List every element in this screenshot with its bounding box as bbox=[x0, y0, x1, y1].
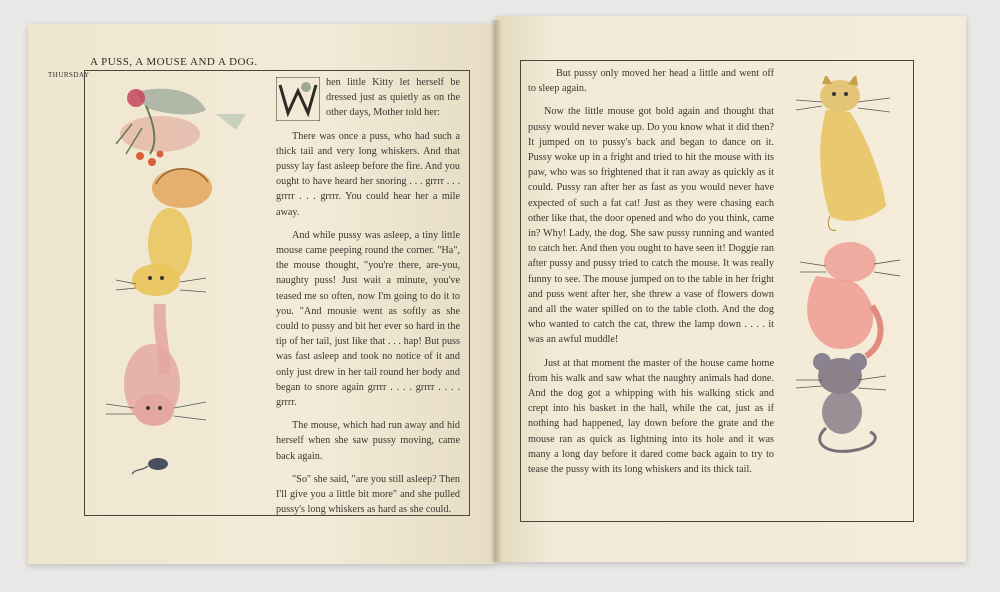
paragraph: And while pussy was asleep, a tiny little mouse came peeping round the corner. "Ha", the mouse thought, "you're there, are-you, naughty puss! Just wait a minute, you've teased me so often, now I'm going to do it to you. "And mousie went as softly as she could to pussy and bit her ever so hard in the tip of her tail, just like that . . . hap! But puss was fast asleep and took no notice of it and only just drew in her tail round her body and began to snore again grrrr . . . . grrrr . . . . grrrr. bbox=[276, 229, 460, 409]
right-illustration-animals bbox=[786, 76, 904, 476]
paragraph: Now the little mouse got bold again and thought that pussy would never wake up. Do you know what it did then? It jumped on to pussy's back and began to dance on it. Pussy woke up in a fright and tried to hit the mouse with its paw, who was so frightened that it ran away as quickly as it could. Pussy ran after her as fast as you would never have expected of such a fat cat! Just as they were chasing each other like that, the door opened and who do you think, came in? Why! Lady, the dog. She saw pussy running and wanted to catch her. And then you ought to have seen it! Doggie ran after pussy and pussy tried to catch the mouse. It was really funny to see. The mouse jumped on to the table in her fright and puss went after her, she threw a vase of flowers down and all the water spilled on to the table cloth. And the dog who wanted to catch the cat, threw the lamp down . . . . it was an awful muddle! bbox=[528, 106, 774, 346]
paragraph: But pussy only moved her head a little and went off to sleep again. bbox=[528, 68, 774, 95]
left-illustration-cats bbox=[96, 84, 256, 484]
paragraph: Just at that moment the master of the house came home from his walk and saw what the naughty animals had done. And the dog got a whipping with his walking stick and crept into his basket in the hall, while the cat, just as if nothing had happened, lay down before the grate and the mouse ran as quick as lightning into its hole and it was many a long day before it dared come back again to try to tease the pussy with its long whiskers and its thick tail. bbox=[528, 357, 774, 476]
day-label: THURSDAY bbox=[48, 71, 90, 79]
paragraph: hen little Kitty let herself be dressed just as quietly as on the other days, Mother told her: bbox=[326, 77, 460, 119]
right-page-text bbox=[528, 66, 774, 477]
paragraph: There was once a puss, who had such a thick tail and very long whiskers. And that pussy lay fast asleep before the fire. And you ought to have heard her snoring . . . grrrr . . . grrrr . . . grrrr. You could hear her a mile away. bbox=[276, 130, 460, 218]
paragraph: The mouse, which had run away and hid herself when she saw pussy moving, came back again. bbox=[276, 420, 460, 462]
decorative-initial-w bbox=[276, 77, 320, 121]
book-gutter bbox=[490, 20, 502, 562]
paragraph: "So" she said, "are you still asleep? Then I'll give you a little bit more" and she pulled pussy's long whiskers as hard as she could. bbox=[276, 473, 460, 516]
running-title: A PUSS, A MOUSE AND A DOG. bbox=[90, 56, 258, 68]
left-page-text bbox=[276, 75, 460, 517]
